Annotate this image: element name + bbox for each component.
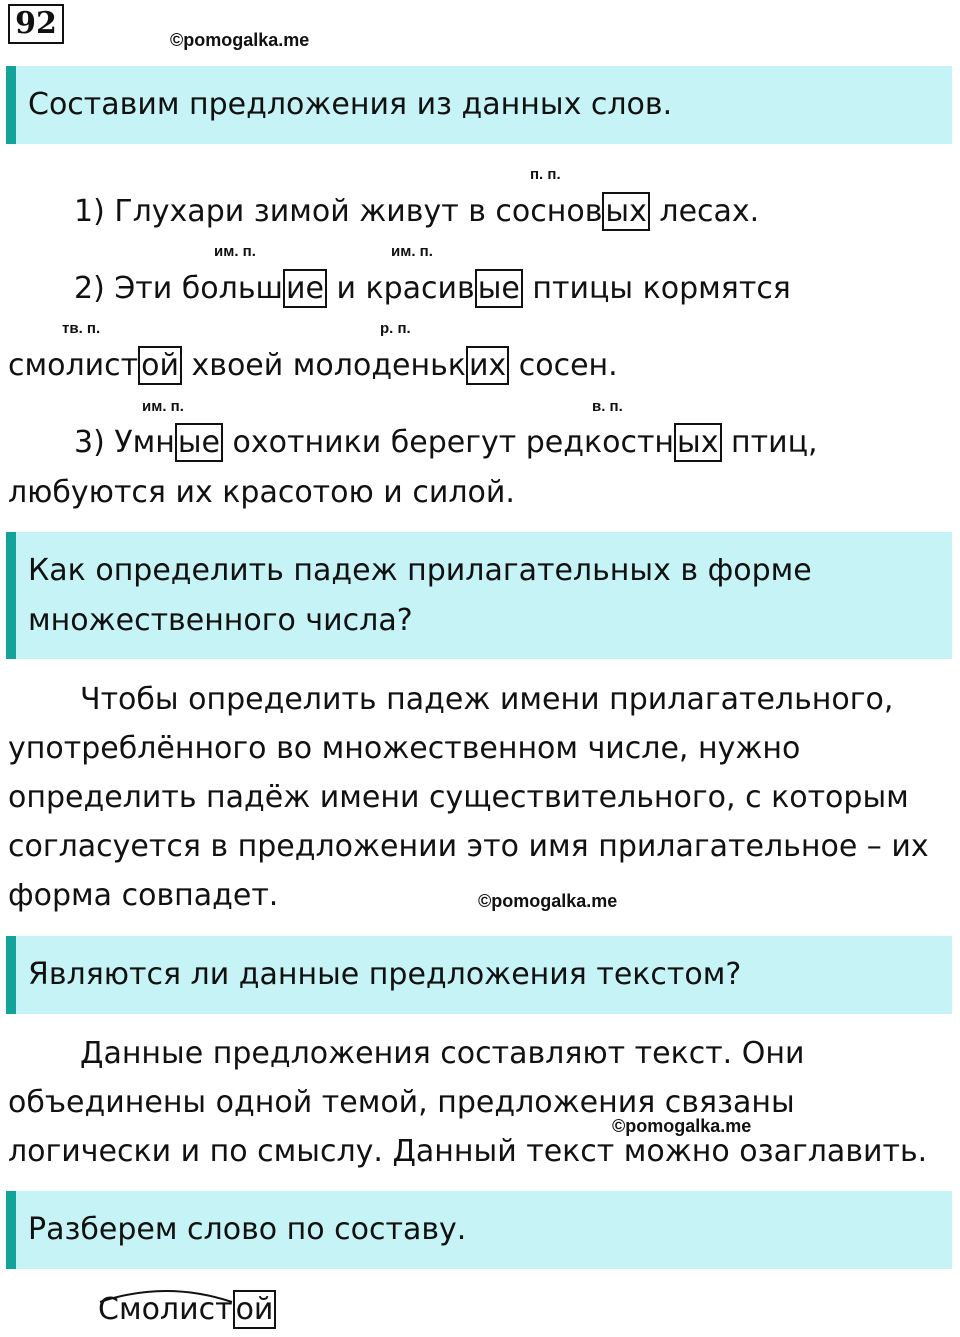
ending-box: ых [674, 423, 721, 462]
ending-box: ые [175, 423, 223, 462]
answer-line: объединены одной темой, предложения связаны [8, 1085, 795, 1120]
banner-title: Разберем слово по составу. [28, 1212, 467, 1247]
sentence-2-continued [8, 348, 618, 384]
morpheme-parse [96, 1276, 286, 1336]
text: смолист [8, 348, 139, 383]
ending-box: ой [138, 346, 182, 385]
text: птицы кормятся [522, 271, 791, 306]
ending-box: их [466, 346, 509, 385]
ending-box: ой [233, 1290, 277, 1329]
text: хвоей молоденьк [181, 348, 466, 383]
case-label: им. п. [391, 243, 433, 260]
answer-line: Данные предложения составляют текст. Они [80, 1036, 805, 1071]
banner-title-line-1: Как определить падеж прилагательных в форме [28, 553, 812, 588]
case-label: им. п. [214, 243, 256, 260]
text: 3) Умн [74, 425, 175, 460]
word-stem: Смолист [98, 1292, 233, 1327]
ending-box: ие [283, 269, 327, 308]
banner-title: Являются ли данные предложения текстом? [28, 957, 742, 992]
banner-title: Составим предложения из данных слов. [28, 87, 673, 122]
sentence-3-continued: любуются их красотою и силой. [8, 475, 515, 510]
section-banner-compose [6, 66, 952, 144]
case-label: в. п. [592, 398, 623, 415]
answer-line: согласуется в предложении это имя прилагательное – их [8, 829, 929, 864]
case-label: п. п. [530, 166, 561, 183]
case-label: р. п. [380, 320, 411, 337]
text: 1) Глухари зимой живут в соснов [74, 194, 603, 229]
section-banner-morphology [6, 1191, 952, 1269]
parsed-word [98, 1292, 276, 1328]
section-banner-question-case [6, 532, 952, 659]
text: и красив [326, 271, 475, 306]
answer-line: употреблённого во множественном числе, нужно [8, 731, 801, 766]
sentence-2 [74, 271, 791, 307]
case-label: тв. п. [62, 320, 101, 337]
answer-line: определить падёж имени существительного, с которым [8, 780, 909, 815]
answer-line: Чтобы определить падеж имени прилагательного, [80, 682, 894, 717]
text: птиц, [721, 425, 818, 460]
sentence-1 [74, 194, 759, 230]
watermark: ©pomogalka.me [170, 30, 310, 50]
text: охотники берегут редкостн [223, 425, 675, 460]
section-banner-question-text [6, 936, 952, 1014]
text: лесах. [649, 194, 760, 229]
ending-box: ые [475, 269, 523, 308]
text: 2) Эти больш [74, 271, 283, 306]
exercise-number: 92 [8, 4, 64, 44]
text: сосен. [509, 348, 618, 383]
answer-line: форма совпадет. [8, 878, 279, 913]
watermark: ©pomogalka.me [612, 1116, 752, 1136]
banner-title-line-2: множественного числа? [28, 603, 413, 638]
ending-box: ых [602, 192, 649, 231]
answer-line: логически и по смыслу. Данный текст можно озаглавить. [8, 1134, 928, 1169]
sentence-3 [74, 425, 818, 461]
case-label: им. п. [142, 398, 184, 415]
watermark: ©pomogalka.me [478, 891, 618, 911]
